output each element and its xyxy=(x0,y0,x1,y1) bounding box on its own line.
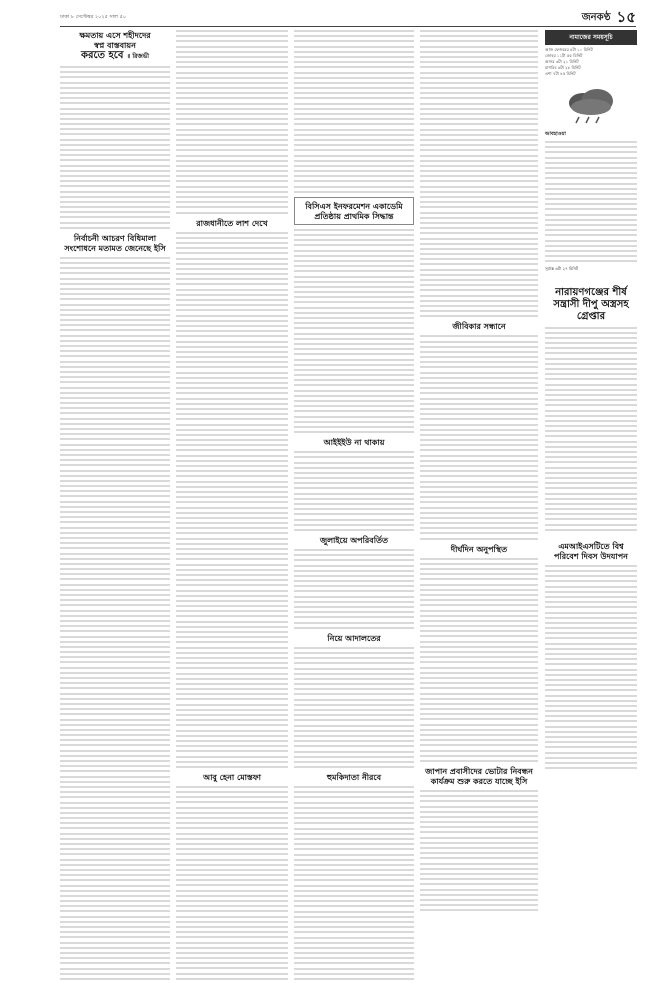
article-9-body xyxy=(420,335,538,539)
sidebar xyxy=(545,30,637,772)
article-12-title: নারায়ণগঞ্জের শীর্ষ সন্ত্রাসী দীপু অস্ত্রসহ গ্রেপ্তার xyxy=(553,286,629,322)
article-10-body xyxy=(420,558,538,762)
column-3 xyxy=(294,30,414,980)
page-number: ১৫ xyxy=(616,8,636,26)
article-7-body xyxy=(294,647,414,768)
article-13-body xyxy=(545,565,637,769)
article-1-body xyxy=(60,66,170,229)
article-4-title: বিসিএস ইনফরমেশন একাডেমি প্রতিষ্ঠায় প্রাথমিক সিদ্ধান্ত xyxy=(305,200,403,221)
article-1-title-line2: স্বপ্ন বাস্তবায়ন xyxy=(94,40,136,50)
prayer-time-item: মাগরিব ৬টা ২৮ মিনিট xyxy=(545,65,581,70)
article-14-body xyxy=(176,786,288,980)
article-col2-body-top xyxy=(176,30,288,214)
article-15-body xyxy=(294,786,414,980)
top-rule xyxy=(60,26,636,27)
column-4 xyxy=(420,30,538,980)
page-meta: ঢাকা ৮ সেপ্টেম্বর ২০২৫ সাল ৫০ xyxy=(60,14,126,20)
article-11-body xyxy=(420,790,538,911)
cloud-rain-icon xyxy=(561,85,621,125)
prayer-times-list xyxy=(545,45,637,79)
article-5-body xyxy=(294,451,414,531)
article-4-body xyxy=(294,229,414,433)
article-5-title: আইইইউ না থাকায় xyxy=(323,437,385,448)
article-15-title: হুমকিদাতা নীরবে xyxy=(326,772,382,783)
sunset-line: সূর্যাস্ত ৬টা ২৭ মিনিট xyxy=(545,265,579,271)
column-2 xyxy=(176,30,288,980)
masthead xyxy=(582,6,636,31)
article-1-title-line1: ক্ষমতায় এসে শহীদদের xyxy=(79,30,151,40)
brand-name: জনকণ্ঠ xyxy=(581,12,611,23)
weather-body xyxy=(545,141,637,262)
article-12-body xyxy=(545,327,637,531)
article-14-title: আবু হেনা মোস্তফা xyxy=(203,771,261,782)
article-col3-body-top xyxy=(294,30,414,193)
article-7-title: নিয়ে আদালতের xyxy=(327,632,381,643)
weather-title: আবহাওয়া xyxy=(545,131,566,137)
article-6-body xyxy=(294,549,414,629)
article-col4-body-top xyxy=(420,30,538,317)
article-6-title: জুলাইয়ে অপরিবর্তিত xyxy=(319,534,389,545)
article-11-title: জাপান প্রবাসীদের ভোটার নিবন্ধন কার্যক্রম শুরু করতে যাচ্ছে ইসি xyxy=(425,765,533,786)
article-2-title: নির্বাচনী আচরণ বিধিমালা সংশোধনে মতামত জেনেছে ইসি xyxy=(64,232,166,253)
article-3-title: রাজধানীতে লাশ দেখে xyxy=(196,217,268,228)
prayer-time-item: আসর ৩টা ২১ মিনিট xyxy=(545,59,579,64)
prayer-times-title: নামাজের সময়সূচি xyxy=(545,30,637,45)
article-13-title: এমআইএসটিতে বিশ্ব পরিবেশ দিবস উদযাপন xyxy=(554,540,628,561)
column-1 xyxy=(60,30,170,980)
prayer-time-item: এশা ৭টা ৪৫ মিনিট xyxy=(545,71,576,76)
article-4-box xyxy=(294,197,414,225)
article-2-body xyxy=(60,257,170,980)
article-10-title: দীর্ঘদিন অনুপস্থিত xyxy=(450,543,508,554)
prayer-time-item: জোহর ১১টা ৫৫ মিনিট xyxy=(545,53,583,58)
article-1-title-line3: করতে হবে ॥ রিজভী xyxy=(81,50,149,61)
article-3-body xyxy=(176,232,288,768)
article-9-title: জীবিকার সন্ধানে xyxy=(452,321,506,332)
prayer-time-item: আজ ফেজরের ৪টা ১০ মিনিট xyxy=(545,47,593,52)
